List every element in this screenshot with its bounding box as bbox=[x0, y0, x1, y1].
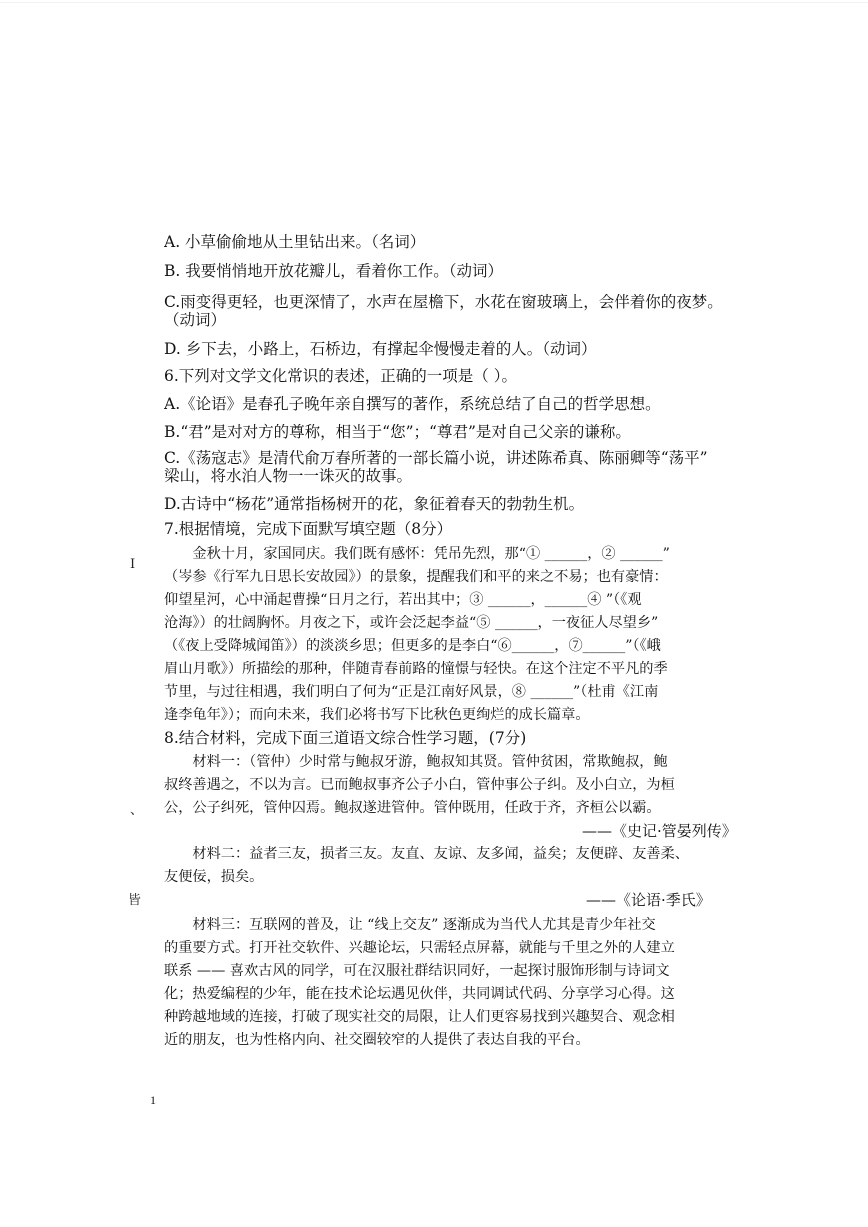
q8-material3-line: 化；热爱编程的少年，能在技术论坛遇见伙伴，共同调试代码、分享学习心得。这 bbox=[164, 986, 675, 1002]
q6-option-c-line1: C.《荡寇志》是清代俞万春所著的一部长篇小说，讲述陈希真、陈丽卿等“荡平” bbox=[164, 449, 708, 467]
margin-mark: 皆 bbox=[128, 893, 142, 908]
q5-option-d: D. 乡下去，小路上，石桥边，有撑起伞慢慢走着的人。（动词） bbox=[164, 340, 597, 358]
q7-text-line: 节里，与过往相遇，我们明白了何为“正是江南好风景，⑧ ______”（杜甫《江南 bbox=[164, 684, 659, 700]
margin-mark: 、 bbox=[130, 803, 144, 818]
q6-stem: 6.下列对文学文化常识的表述，正确的一项是（ ）。 bbox=[164, 367, 517, 385]
q7-text-line: 逢李龟年》）；而向未来，我们必将书写下比秋色更绚烂的成长篇章。 bbox=[164, 707, 590, 723]
q7-text-line: 仰望星河，心中涌起曹操“日月之行，若出其中；③ ______，______④ ”（《观 bbox=[164, 592, 642, 608]
page-number: 1 bbox=[150, 1093, 156, 1107]
q8-material3-line: 联系 —— 喜欢古风的同学，可在汉服社群结识同好，一起探讨服饰形制与诗词文 bbox=[164, 963, 670, 979]
q6-option-d: D.古诗中“杨花”通常指杨树开的花，象征着春天的勃勃生机。 bbox=[164, 495, 585, 513]
q8-material2-line: 友便佞，损矣。 bbox=[164, 869, 264, 885]
q5-option-c-line2: （动词） bbox=[164, 311, 227, 329]
scan-edge bbox=[0, 2, 868, 3]
q8-material2-line: 材料二：益者三友，损者三友。友直、友谅、友多闻，益矣；友便辟、友善柔、 bbox=[164, 846, 689, 862]
q8-material1-line: 叔终善遇之，不以为言。已而鲍叔事齐公子小白，管仲事公子纠。及小白立，为桓 bbox=[164, 777, 675, 793]
q6-option-b: B.“君”是对对方的尊称，相当于“您”；“尊君”是对自己父亲的谦称。 bbox=[164, 423, 631, 441]
q8-material2-source: ——《论语·季氏》 bbox=[586, 891, 711, 909]
q6-option-a: A.《论语》是春孔子晚年亲自撰写的著作，系统总结了自己的哲学思想。 bbox=[164, 395, 661, 413]
q8-material1-source: ——《史记·管晏列传》 bbox=[582, 822, 737, 840]
q8-material3-line: 近的朋友，也为性格内向、社交圈较窄的人提供了表达自我的平台。 bbox=[164, 1032, 590, 1048]
q8-material3-line: 材料三：互联网的普及，让 “线上交友” 逐渐成为当代人尤其是青少年社交 bbox=[164, 917, 656, 933]
q5-option-a: A. 小草偷偷地从土里钻出来。（名词） bbox=[164, 233, 426, 251]
margin-mark: I bbox=[130, 557, 136, 572]
q5-option-c-line1: C.雨变得更轻，也更深情了，水声在屋檐下，水花在窗玻璃上，会伴着你的夜梦。 bbox=[164, 293, 723, 311]
q7-text-line: （《夜上受降城闻笛》）的淡淡乡思；但更多的是李白“⑥______，⑦______”（《峨 bbox=[164, 638, 661, 654]
q7-stem: 7.根据情境，完成下面默写填空题（8分） bbox=[164, 520, 453, 538]
q7-text-line: 眉山月歌》）所描绘的那种，伴随青春前路的憧憬与轻快。在这个注定不平凡的季 bbox=[164, 661, 668, 677]
q6-option-c-line2: 梁山，将水泊人物一一诛灭的故事。 bbox=[164, 467, 413, 485]
q7-text-line: （岑参《行军九日思长安故园》）的景象，提醒我们和平的来之不易；也有豪情： bbox=[164, 569, 668, 585]
q8-material1-line: 材料一：（管仲）少时常与鲍叔牙游，鲍叔知其贤。管仲贫困，常欺鲍叔，鲍 bbox=[164, 754, 668, 770]
q8-material3-line: 种跨越地域的连接，打破了现实社交的局限，让人们更容易找到兴趣契合、观念相 bbox=[164, 1009, 675, 1025]
q8-material3-line: 的重要方式。打开社交软件、兴趣论坛，只需轻点屏幕，就能与千里之外的人建立 bbox=[164, 940, 675, 956]
q7-text-line: 沧海》）的壮阔胸怀。月夜之下，或许会泛起李益“⑤ ______，一夜征人尽望乡” bbox=[164, 615, 659, 631]
q7-text-line: 金秋十月，家国同庆。我们既有感怀：凭吊先烈，那“① ______，② ______” bbox=[164, 546, 670, 562]
q8-stem: 8.结合材料，完成下面三道语文综合性学习题，(7分) bbox=[164, 729, 527, 747]
q5-option-b: B. 我要悄悄地开放花瓣儿，看着你工作。（动词） bbox=[164, 262, 503, 280]
q8-material1-line: 公，公子纠死，管仲囚焉。鲍叔遂进管仲。管仲既用，任政于齐，齐桓公以霸。 bbox=[164, 800, 661, 816]
